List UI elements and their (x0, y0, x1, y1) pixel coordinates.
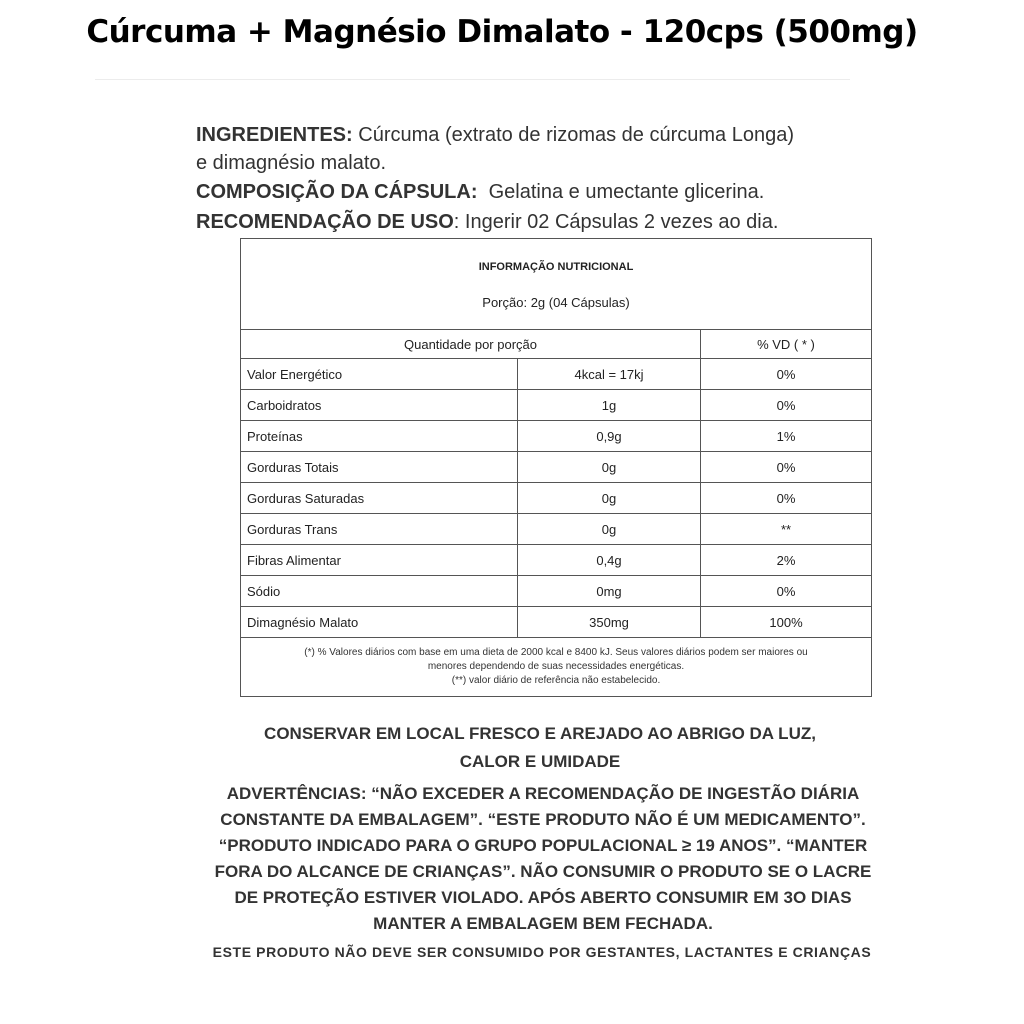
nutrient-name: Gorduras Saturadas (241, 483, 518, 514)
nutrient-name: Proteínas (241, 421, 518, 452)
nutrition-facts-table (240, 238, 872, 697)
storage-line-2: CALOR E UMIDADE (459, 752, 621, 771)
warning-line-1: ADVERTÊNCIAS: “NÃO EXCEDER A RECOMENDAÇÃO DE INGESTÃO DIÁRIA (226, 784, 860, 803)
nutrient-vd: ** (701, 514, 872, 545)
nutrient-name: Fibras Alimentar (241, 545, 518, 576)
pregnancy-warning: ESTE PRODUTO NÃO DEVE SER CONSUMIDO POR GESTANTES, LACTANTES E CRIANÇAS (212, 944, 872, 960)
product-title: Cúrcuma + Magnésio Dimalato - 120cps (500mg) (86, 14, 918, 50)
footnote-daily-values: (*) % Valores diários com base em uma dieta de 2000 kcal e 8400 kJ. Seus valores diários podem ser maiores ou (304, 647, 808, 658)
title-divider (95, 79, 850, 80)
warning-line-6: MANTER A EMBALAGEM BEM FECHADA. (373, 914, 713, 933)
table-row (241, 390, 872, 421)
nutrition-table-title: INFORMAÇÃO NUTRICIONAL (241, 239, 872, 296)
capsule-composition-text: Gelatina e umectante glicerina. (488, 181, 765, 203)
nutrient-name: Sódio (241, 576, 518, 607)
warning-line-3: “PRODUTO INDICADO PARA O GRUPO POPULACIONAL ≥ 19 ANOS”. “MANTER (218, 836, 868, 855)
nutrient-amount: 0mg (518, 576, 701, 607)
nutrient-vd: 0% (701, 452, 872, 483)
footnote-energy-needs: menores dependendo de suas necessidades energéticas. (427, 661, 685, 672)
capsule-composition-label: COMPOSIÇÃO DA CÁPSULA: (196, 181, 478, 203)
nutrient-amount: 0,9g (518, 421, 701, 452)
footnote-reference: (**) valor diário de referência não estabelecido. (451, 675, 661, 686)
nutrient-name: Dimagnésio Malato (241, 607, 518, 638)
nutrient-amount: 4kcal = 17kj (518, 359, 701, 390)
table-row (241, 452, 872, 483)
ingredients-text-1: Cúrcuma (extrato de rizomas de cúrcuma Longa) (358, 124, 794, 146)
warning-line-5: DE PROTEÇÃO ESTIVER VIOLADO. APÓS ABERTO CONSUMIR EM 3O DIAS (234, 888, 852, 907)
amount-per-portion-header: Quantidade por porção (241, 330, 701, 359)
table-row (241, 576, 872, 607)
nutrient-vd: 0% (701, 483, 872, 514)
nutrient-name: Valor Energético (241, 359, 518, 390)
capsule-composition-line (196, 177, 956, 207)
table-row (241, 607, 872, 638)
storage-instructions (0, 720, 1024, 776)
nutrient-amount: 0g (518, 452, 701, 483)
nutrient-vd: 1% (701, 421, 872, 452)
nutrient-name: Gorduras Trans (241, 514, 518, 545)
nutrition-footnotes (241, 638, 872, 697)
storage-line-1: CONSERVAR EM LOCAL FRESCO E AREJADO AO ABRIGO DA LUZ, (264, 724, 816, 743)
nutrient-vd: 2% (701, 545, 872, 576)
ingredients-label: INGREDIENTES: (196, 124, 353, 146)
usage-recommendation-text: : Ingerir 02 Cápsulas 2 vezes ao dia. (453, 211, 779, 233)
nutrient-name: Gorduras Totais (241, 452, 518, 483)
nutrient-vd: 0% (701, 576, 872, 607)
nutrient-amount: 350mg (518, 607, 701, 638)
table-row (241, 421, 872, 452)
nutrient-amount: 0g (518, 514, 701, 545)
usage-recommendation-line (196, 207, 956, 237)
nutrition-portion: Porção: 2g (04 Cápsulas) (241, 295, 872, 330)
nutrient-amount: 0,4g (518, 545, 701, 576)
table-row (241, 359, 872, 390)
table-row (241, 483, 872, 514)
nutrient-vd: 100% (701, 607, 872, 638)
table-row (241, 514, 872, 545)
warnings-block (0, 781, 1024, 937)
daily-value-header: % VD ( * ) (701, 330, 872, 359)
warning-line-4: FORA DO ALCANCE DE CRIANÇAS”. NÃO CONSUMIR O PRODUTO SE O LACRE (214, 862, 872, 881)
nutrient-name: Carboidratos (241, 390, 518, 421)
nutrient-vd: 0% (701, 359, 872, 390)
ingredients-text-2: e dimagnésio malato. (196, 152, 387, 174)
nutrient-amount: 1g (518, 390, 701, 421)
ingredients-line (196, 121, 956, 149)
usage-recommendation-label: RECOMENDAÇÃO DE USO (196, 211, 454, 233)
table-row (241, 545, 872, 576)
nutrient-vd: 0% (701, 390, 872, 421)
nutrient-amount: 0g (518, 483, 701, 514)
ingredients-block (196, 121, 956, 237)
warning-line-2: CONSTANTE DA EMBALAGEM”. “ESTE PRODUTO NÃO É UM MEDICAMENTO”. (220, 810, 866, 829)
